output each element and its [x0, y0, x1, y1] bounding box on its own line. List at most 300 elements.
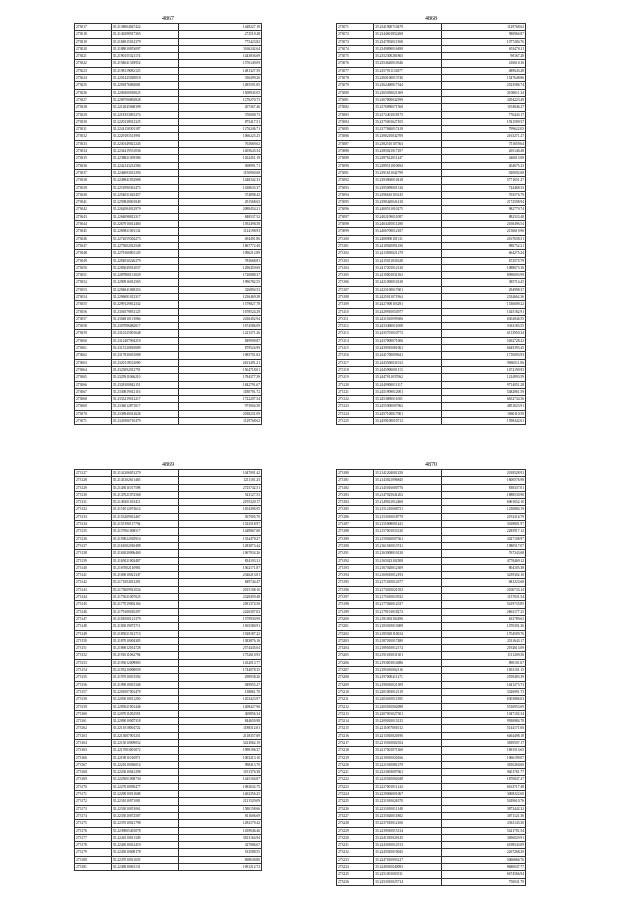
- table-row: [337, 820, 526, 827]
- table-row: [337, 674, 526, 681]
- amount-cell: 1150900.68: [178, 169, 261, 176]
- row-id-cell: 273092: [337, 177, 374, 184]
- coordinate-cell: 35.2190155321174: [111, 53, 178, 60]
- table-row: [337, 477, 526, 484]
- coordinate-cell: 35.2435701010772: [374, 330, 442, 337]
- table-row: [75, 184, 262, 191]
- coordinate-cell: 35.2153209012467: [111, 513, 178, 520]
- table-row: [337, 703, 526, 710]
- row-id-cell: 273019: [75, 38, 112, 45]
- coordinate-cell: 35.2433400011008: [374, 323, 442, 330]
- amount-cell: 6464498.18: [441, 732, 525, 739]
- amount-cell: 369856.34: [178, 710, 261, 717]
- row-id-cell: 273043: [75, 213, 112, 220]
- table-row: [337, 53, 526, 60]
- table-row: [75, 594, 262, 601]
- coordinate-cell: 35.2189010012174: [374, 645, 442, 652]
- coordinate-cell: 35.2171010014377: [374, 579, 442, 586]
- table-row: [337, 111, 526, 118]
- amount-cell: 3027108.97: [441, 535, 525, 542]
- coordinate-cell: 35.2165021002487: [111, 557, 178, 564]
- amount-cell: 6652734.56: [441, 396, 525, 403]
- row-id-cell: 273228: [337, 820, 374, 827]
- coordinate-cell: 35.2229006001067: [374, 791, 442, 798]
- row-id-cell: 273096: [337, 206, 374, 213]
- row-id-cell: 273133: [75, 513, 112, 520]
- amount-cell: 2156619.96: [441, 228, 525, 235]
- row-id-cell: 273128: [75, 477, 112, 484]
- table-row: [75, 345, 262, 352]
- table-row: [75, 323, 262, 330]
- table-row: [75, 805, 262, 812]
- coordinate-cell: 35.2362400817544: [374, 82, 442, 89]
- coordinate-cell: 35.2187010004385: [111, 637, 178, 644]
- row-id-cell: 273201: [337, 623, 374, 630]
- row-id-cell: 273163: [75, 732, 112, 739]
- table-row: [75, 535, 262, 542]
- coordinate-cell: 35.2179101018272: [374, 608, 442, 615]
- coordinate-cell: 35.2415011031628: [374, 257, 442, 264]
- table-row: [75, 477, 262, 484]
- amount-cell: 1070301.36: [441, 623, 525, 630]
- row-id-cell: 273124: [337, 410, 374, 417]
- amount-cell: 2346213.81: [178, 572, 261, 579]
- table-row: [337, 82, 526, 89]
- table-row: [75, 75, 262, 82]
- row-id-cell: 273068: [75, 396, 112, 403]
- block-title: 4869: [162, 462, 174, 468]
- coordinate-cell: 35.2185021012713: [111, 630, 178, 637]
- coordinate-cell: 35.2238821039586: [111, 155, 178, 162]
- amount-cell: 1564718.01: [178, 366, 261, 373]
- table-row: [75, 418, 262, 425]
- amount-cell: 1230884.19: [441, 506, 525, 513]
- coordinate-cell: 35.2294041069254: [111, 286, 178, 293]
- row-id-cell: 273152: [75, 652, 112, 659]
- row-id-cell: 273070: [75, 410, 112, 417]
- amount-cell: 1003213.10: [178, 754, 261, 761]
- table-row: [337, 747, 526, 754]
- table-row: [75, 674, 262, 681]
- row-id-cell: 273050: [75, 264, 112, 271]
- amount-cell: 3813164.94: [178, 834, 261, 841]
- row-id-cell: 273114: [337, 337, 374, 344]
- table-row: [337, 798, 526, 805]
- amount-cell: 1060110.59: [441, 410, 525, 417]
- row-id-cell: 273065: [75, 374, 112, 381]
- amount-cell: 775423.82: [178, 38, 261, 45]
- amount-cell: 533588.55: [178, 849, 261, 856]
- amount-cell: 2267268.29: [441, 849, 525, 856]
- coordinate-cell: 35.2223003007661: [374, 769, 442, 776]
- table-row: [337, 637, 526, 644]
- table-row: [337, 323, 526, 330]
- table-row: [75, 279, 262, 286]
- row-id-cell: 273214: [337, 718, 374, 725]
- amount-cell: 1221371.26: [178, 330, 261, 337]
- block-title: 4868: [425, 16, 437, 22]
- row-id-cell: 273107: [337, 286, 374, 293]
- amount-cell: 2334662.36: [441, 293, 525, 300]
- amount-cell: 2160496.54: [441, 221, 525, 228]
- table-row: [75, 155, 262, 162]
- table-row: [337, 67, 526, 74]
- amount-cell: 298938.20: [178, 674, 261, 681]
- row-id-cell: 273204: [337, 645, 374, 652]
- row-id-cell: 273122: [337, 396, 374, 403]
- row-id-cell: 273221: [337, 769, 374, 776]
- row-id-cell: 273117: [337, 359, 374, 366]
- amount-cell: 2581374.56: [178, 601, 261, 608]
- amount-cell: 2167658.31: [441, 235, 525, 242]
- coordinate-cell: 35.2447911037062: [374, 374, 442, 381]
- table-row: [75, 89, 262, 96]
- table-block-4869: [74, 461, 262, 871]
- coordinate-cell: 35.2151012074612: [111, 506, 178, 513]
- coordinate-cell: 35.2177020012337: [374, 601, 442, 608]
- amount-cell: 882523.48: [441, 213, 525, 220]
- amount-cell: 1448342.33: [178, 177, 261, 184]
- table-row: [337, 257, 526, 264]
- amount-cell: 834103.31: [178, 557, 261, 564]
- coordinate-cell: 35.2207001027301: [374, 710, 442, 717]
- coordinate-cell: 35.2380210042709: [374, 133, 442, 140]
- row-id-cell: 273088: [337, 148, 374, 155]
- table-row: [75, 513, 262, 520]
- table-row: [337, 557, 526, 564]
- table-row: [75, 60, 262, 67]
- amount-cell: 1088673.16: [441, 264, 525, 271]
- table-row: [337, 513, 526, 520]
- coordinate-cell: 35.2173010021052: [374, 586, 442, 593]
- amount-cell: 90167.28: [441, 53, 525, 60]
- amount-cell: 1704509.76: [441, 630, 525, 637]
- coordinate-cell: 35.2213007001251: [111, 732, 178, 739]
- amount-cell: 2018528.91: [441, 470, 525, 477]
- amount-cell: 1334479.27: [178, 535, 261, 542]
- row-id-cell: 273153: [75, 659, 112, 666]
- coordinate-cell: 35.2233010051061: [111, 805, 178, 812]
- amount-cell: 724468.33: [441, 184, 525, 191]
- table-row: [75, 133, 262, 140]
- coordinate-cell: 35.2203010011585: [374, 696, 442, 703]
- amount-cell: 4778469.12: [441, 557, 525, 564]
- amount-cell: 1481327.59: [178, 67, 261, 74]
- amount-cell: 1211101.25: [178, 477, 261, 484]
- table-row: [337, 293, 526, 300]
- coordinate-cell: 35.2269821001132: [111, 228, 178, 235]
- coordinate-cell: 35.2171004013291: [111, 579, 178, 586]
- table-row: [337, 667, 526, 674]
- table-row: [337, 528, 526, 535]
- amount-cell: 543127.53: [178, 491, 261, 498]
- amount-cell: 2106011.34: [441, 89, 525, 96]
- coordinate-cell: 35.2188010053097: [111, 45, 178, 52]
- row-id-cell: 273212: [337, 703, 374, 710]
- coordinate-cell: 35.2205010002098: [374, 703, 442, 710]
- amount-cell: 1296459.69: [178, 264, 261, 271]
- amount-cell: 1462356.25: [178, 791, 261, 798]
- row-id-cell: 273145: [75, 601, 112, 608]
- coordinate-cell: 35.2199010031346: [111, 681, 178, 688]
- table-row: [337, 594, 526, 601]
- amount-cell: 4851023.91: [441, 403, 525, 410]
- table-row: [75, 572, 262, 579]
- row-id-cell: 273142: [75, 579, 112, 586]
- row-id-cell: 273108: [337, 293, 374, 300]
- data-table: [336, 23, 526, 425]
- coordinate-cell: 35.2220138912325: [111, 118, 178, 125]
- row-id-cell: 273224: [337, 791, 374, 798]
- coordinate-cell: 35.2243010012419: [111, 842, 178, 849]
- row-id-cell: 273151: [75, 645, 112, 652]
- table-row: [337, 242, 526, 249]
- amount-cell: 1129768.62: [178, 418, 261, 425]
- coordinate-cell: 35.2234419531036: [111, 148, 178, 155]
- amount-cell: 5262728.22: [441, 337, 525, 344]
- coordinate-cell: 35.2163020006460: [111, 550, 178, 557]
- row-id-cell: 273097: [337, 213, 374, 220]
- table-row: [337, 856, 526, 863]
- coordinate-cell: 35.2157061008517: [111, 528, 178, 535]
- table-row: [337, 776, 526, 783]
- row-id-cell: 273118: [337, 366, 374, 373]
- row-id-cell: 273225: [337, 798, 374, 805]
- coordinate-cell: 35.2341900710479: [111, 418, 178, 425]
- amount-cell: 1067934.26: [178, 550, 261, 557]
- table-row: [75, 410, 262, 417]
- row-id-cell: 273207: [337, 667, 374, 674]
- table-row: [337, 228, 526, 235]
- amount-cell: 1276246.71: [178, 126, 261, 133]
- amount-cell: 2663177.25: [441, 608, 525, 615]
- row-id-cell: 273048: [75, 250, 112, 257]
- amount-cell: 2172598.94: [441, 199, 525, 206]
- amount-cell: 2121529.09: [178, 798, 261, 805]
- amount-cell: 376008.73: [178, 111, 261, 118]
- coordinate-cell: 35.2247010093127: [374, 856, 442, 863]
- row-id-cell: 273150: [75, 637, 112, 644]
- amount-cell: 2015108.16: [178, 586, 261, 593]
- table-row: [337, 491, 526, 498]
- row-id-cell: 273148: [75, 623, 112, 630]
- row-id-cell: 273042: [75, 206, 112, 213]
- row-id-cell: 273024: [75, 75, 112, 82]
- table-row: [337, 38, 526, 45]
- amount-cell: 1752610.93: [178, 652, 261, 659]
- row-id-cell: 273200: [337, 615, 374, 622]
- table-row: [337, 739, 526, 746]
- coordinate-cell: 35.2398420041410: [374, 199, 442, 206]
- amount-cell: 849744.47: [178, 579, 261, 586]
- row-id-cell: 273192: [337, 557, 374, 564]
- row-id-cell: 273223: [337, 783, 374, 790]
- table-row: [75, 791, 262, 798]
- table-row: [337, 199, 526, 206]
- table-row: [75, 374, 262, 381]
- table-row: [337, 608, 526, 615]
- coordinate-cell: 35.2304810113066: [111, 315, 178, 322]
- coordinate-cell: 35.2457100017001: [374, 410, 442, 417]
- table-row: [337, 871, 526, 878]
- table-row: [337, 352, 526, 359]
- table-row: [337, 550, 526, 557]
- amount-cell: 1077284.76: [441, 38, 525, 45]
- table-row: [337, 696, 526, 703]
- coordinate-cell: 35.2317830031088: [111, 352, 178, 359]
- amount-cell: 2192613.09: [441, 645, 525, 652]
- coordinate-cell: 35.2194041318952: [111, 60, 178, 67]
- table-row: [337, 623, 526, 630]
- row-id-cell: 273178: [75, 842, 112, 849]
- amount-cell: 875417.51: [178, 118, 261, 125]
- coordinate-cell: 35.2191011062794: [111, 652, 178, 659]
- table-row: [337, 849, 526, 856]
- coordinate-cell: 35.2382510107563: [374, 140, 442, 147]
- table-row: [337, 359, 526, 366]
- coordinate-cell: 35.2147025041202: [374, 491, 442, 498]
- table-row: [75, 623, 262, 630]
- amount-cell: 1111209.56: [441, 652, 525, 659]
- coordinate-cell: 35.2203010011250: [111, 696, 178, 703]
- coordinate-cell: 35.2181002102496: [374, 615, 442, 622]
- table-row: [75, 104, 262, 111]
- amount-cell: 5771651.27: [441, 177, 525, 184]
- amount-cell: 1443836.69: [178, 53, 261, 60]
- amount-cell: 1674586.09: [178, 323, 261, 330]
- amount-cell: 1888530.90: [441, 491, 525, 498]
- row-id-cell: 273226: [337, 805, 374, 812]
- coordinate-cell: 35.2215010009052: [111, 739, 178, 746]
- table-row: [337, 337, 526, 344]
- row-id-cell: 273052: [75, 279, 112, 286]
- coordinate-cell: 35.2249841052988: [111, 177, 178, 184]
- amount-cell: 804105.38: [441, 564, 525, 571]
- amount-cell: 2038231.09: [178, 410, 261, 417]
- table-row: [75, 856, 262, 863]
- table-row: [75, 710, 262, 717]
- table-row: [75, 864, 262, 871]
- row-id-cell: 273095: [337, 199, 374, 206]
- coordinate-cell: 35.2387612011247: [374, 155, 442, 162]
- coordinate-cell: 35.2201425029018: [111, 75, 178, 82]
- table-row: [75, 272, 262, 279]
- coordinate-cell: 35.2330819012116: [111, 388, 178, 395]
- coordinate-cell: 35.2247010011035: [111, 856, 178, 863]
- coordinate-cell: 35.2264098812317: [111, 213, 178, 220]
- row-id-cell: 273172: [75, 798, 112, 805]
- amount-cell: 3071121.36: [441, 812, 525, 819]
- row-id-cell: 273085: [337, 126, 374, 133]
- coordinate-cell: 35.2310125001648: [111, 330, 178, 337]
- row-id-cell: 273021: [75, 53, 112, 60]
- row-id-cell: 273071: [337, 24, 374, 31]
- amount-cell: 1485591.85: [178, 82, 261, 89]
- row-id-cell: 273039: [75, 184, 112, 191]
- coordinate-cell: 35.2408900101311: [374, 235, 442, 242]
- row-id-cell: 273202: [337, 630, 374, 637]
- table-row: [337, 206, 526, 213]
- amount-cell: 2118357.69: [178, 732, 261, 739]
- row-id-cell: 273047: [75, 242, 112, 249]
- table-row: [337, 148, 526, 155]
- amount-cell: 1536009.22: [441, 301, 525, 308]
- amount-cell: 5482861.59: [441, 388, 525, 395]
- coordinate-cell: 35.2231010071081: [111, 798, 178, 805]
- amount-cell: 776443.17: [441, 111, 525, 118]
- row-id-cell: 273182: [337, 484, 374, 491]
- table-row: [337, 601, 526, 608]
- coordinate-cell: 35.2251890361475: [111, 184, 178, 191]
- table-row: [337, 725, 526, 732]
- coordinate-cell: 35.2209010013125: [374, 718, 442, 725]
- amount-cell: 767343.68: [441, 550, 525, 557]
- amount-cell: 326894.53: [178, 286, 261, 293]
- coordinate-cell: 35.2141204001250: [374, 470, 442, 477]
- table-row: [75, 403, 262, 410]
- row-id-cell: 273132: [75, 506, 112, 513]
- table-row: [337, 330, 526, 337]
- row-id-cell: 273179: [75, 849, 112, 856]
- coordinate-cell: 35.2391611042799: [374, 169, 442, 176]
- row-id-cell: 273069: [75, 403, 112, 410]
- row-id-cell: 273227: [337, 812, 374, 819]
- amount-cell: 1592498.58: [178, 221, 261, 228]
- amount-cell: 681223.68: [441, 579, 525, 586]
- table-row: [337, 403, 526, 410]
- coordinate-cell: 35.2235020011802: [374, 812, 442, 819]
- row-id-cell: 273134: [75, 521, 112, 528]
- row-id-cell: 273184: [337, 499, 374, 506]
- table-row: [337, 286, 526, 293]
- coordinate-cell: 35.2167002110981: [111, 564, 178, 571]
- table-row: [75, 842, 262, 849]
- row-id-cell: 273053: [75, 286, 112, 293]
- coordinate-cell: 35.2140298917365: [111, 31, 178, 38]
- row-id-cell: 273195: [337, 579, 374, 586]
- coordinate-cell: 35.2347092011568: [374, 38, 442, 45]
- table-row: [337, 235, 526, 242]
- table-row: [75, 499, 262, 506]
- coordinate-cell: 35.2241010029145: [374, 834, 442, 841]
- amount-cell: 207367.46: [178, 104, 261, 111]
- table-row: [337, 31, 526, 38]
- coordinate-cell: 35.2235010072507: [111, 812, 178, 819]
- amount-cell: 3326991.73: [441, 688, 525, 695]
- table-row: [75, 67, 262, 74]
- amount-cell: 653470.11: [441, 45, 525, 52]
- coordinate-cell: 35.2429910054977: [374, 308, 442, 315]
- coordinate-cell: 35.2211007001012: [374, 725, 442, 732]
- table-block-4870: [336, 461, 526, 886]
- coordinate-cell: 35.2175021007025: [111, 594, 178, 601]
- table-row: [337, 169, 526, 176]
- amount-cell: 1547648.86: [441, 75, 525, 82]
- row-id-cell: 273058: [75, 323, 112, 330]
- table-row: [337, 572, 526, 579]
- row-id-cell: 273101: [337, 242, 374, 249]
- table-row: [337, 842, 526, 849]
- table-row: [337, 279, 526, 286]
- coordinate-cell: 35.2312407094219: [111, 337, 178, 344]
- row-id-cell: 273064: [75, 366, 112, 373]
- coordinate-cell: 35.2155190117794: [111, 521, 178, 528]
- table-row: [337, 754, 526, 761]
- coordinate-cell: 35.2336012871017: [111, 403, 178, 410]
- amount-cell: 1129768.62: [441, 24, 525, 31]
- coordinate-cell: 35.2207011002591: [111, 710, 178, 717]
- coordinate-cell: 35.2229183513991: [111, 133, 178, 140]
